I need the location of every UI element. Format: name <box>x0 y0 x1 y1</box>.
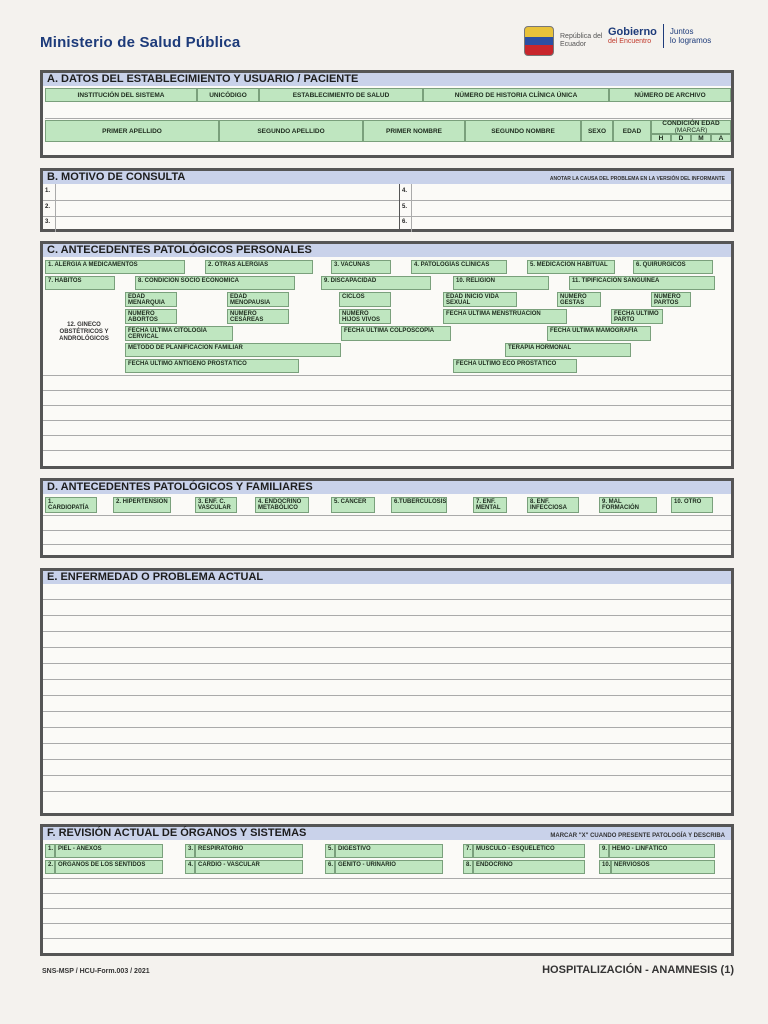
enfermedad-actual-input[interactable] <box>45 586 731 812</box>
otras-alergias-label: 2. OTRAS ALERGIAS <box>205 260 313 274</box>
edad-menarquia-label: EDAD MENARQUIA <box>125 292 177 307</box>
tipificacion-sanguinea-label: 11. TIPIFICACIÓN SANGUÍNEA <box>569 276 715 290</box>
edad-menopausia-label: EDAD MENOPAUSIA <box>227 292 289 307</box>
quirurgicos-label: 6. QUIRÚRGICOS <box>633 260 713 274</box>
patologias-clinicas-label: 4. PATOLOGÍAS CLÍNICAS <box>411 260 507 274</box>
historia-clinica-header: NÚMERO DE HISTORIA CLÍNICA ÚNICA <box>423 88 609 102</box>
section-f <box>40 824 734 956</box>
digestivo-label: DIGESTIVO <box>335 844 443 858</box>
motivo-input-right[interactable] <box>413 185 731 231</box>
endocrino-num: 8. <box>463 860 473 874</box>
republica-logo <box>524 26 604 56</box>
hemo-num: 9. <box>599 844 609 858</box>
antecedentes-familiares-input[interactable] <box>45 516 731 554</box>
section-f-title <box>43 827 731 840</box>
fecha-ultimo-eco-label: FECHA ÚLTIMO ECO PROSTÁTICO <box>453 359 577 373</box>
numero-partos-label: NÚMERO PARTOS <box>651 292 691 307</box>
section-c-title: C. ANTECEDENTES PATOLÓGICOS PERSONALES <box>43 244 731 257</box>
section-f-title-text: F. REVISIÓN ACTUAL DE ÓRGANOS Y SISTEMAS <box>47 827 307 839</box>
genito-label: GENITO - URINARIO <box>335 860 443 874</box>
sexo-header: SEXO <box>581 120 613 142</box>
tuberculosis-label: 6.TUBERCULOSIS <box>391 497 447 513</box>
gobierno-logo <box>608 24 711 48</box>
numero-hijos-vivos-label: NÚMERO HIJOS VIVOS <box>339 309 391 324</box>
condicion-socioeconomica-label: 8. CONDICIÓN SOCIO ECONÓMICA <box>135 276 295 290</box>
fecha-ultimo-parto-label: FECHA ÚLTIMO PARTO <box>611 309 663 324</box>
segundo-apellido-header: SEGUNDO APELLIDO <box>219 120 363 142</box>
hemo-label: HEMO - LINFÁTICO <box>609 844 715 858</box>
condicion-edad-header <box>651 120 731 134</box>
edad-inicio-vida-sexual-label: EDAD INICIO VIDA SEXUAL <box>443 292 517 307</box>
endocrino-metabolico-label: 4. ENDÓCRINO METABÓLICO <box>255 497 309 513</box>
edad-header: EDAD <box>613 120 651 142</box>
section-c <box>40 241 734 469</box>
establecimiento-header: ESTABLECIMIENTO DE SALUD <box>259 88 423 102</box>
hipertension-label: 2. HIPERTENSIÓN <box>113 497 171 513</box>
sentidos-num: 2. <box>45 860 55 874</box>
cancer-label: 5. CÁNCER <box>331 497 375 513</box>
motivo-4-label: 4. <box>402 188 408 194</box>
form-code: SNS-MSP / HCU-Form.003 / 2021 <box>42 968 150 975</box>
section-a-title: A. DATOS DEL ESTABLECIMIENTO Y USUARIO / PACIENTE <box>43 73 731 86</box>
cardio-label: CARDIO - VASCULAR <box>195 860 303 874</box>
ministry-title: Ministerio de Salud Pública <box>40 34 241 51</box>
motivo-2-label: 2. <box>45 204 51 210</box>
motivo-input-left[interactable] <box>57 185 397 231</box>
archivo-header: NÚMERO DE ARCHIVO <box>609 88 731 102</box>
marcar-label: (MARCAR) <box>674 127 708 134</box>
logo-divider <box>663 24 664 48</box>
row1-input[interactable] <box>45 102 731 119</box>
religion-label: 10. RELIGIÓN <box>453 276 549 290</box>
primer-apellido-header: PRIMER APELLIDO <box>45 120 219 142</box>
fecha-ultimo-antigeno-label: FECHA ÚLTIMO ANTÍGENO PROSTÁTICO <box>125 359 299 373</box>
vacunas-label: 3. VACUNAS <box>331 260 391 274</box>
motivo-5-label: 5. <box>402 204 408 210</box>
cardiopatia-label: 1. CARDIOPATÍA <box>45 497 97 513</box>
numero-abortos-label: NÚMERO ABORTOS <box>125 309 177 324</box>
section-a <box>40 70 734 158</box>
medicacion-habitual-label: 5. MEDICACIÓN HABITUAL <box>527 260 615 274</box>
institucion-header: INSTITUCIÓN DEL SISTEMA <box>45 88 197 102</box>
ecuador-seal-icon <box>524 26 554 56</box>
revision-sistemas-input[interactable] <box>45 879 731 953</box>
section-b-title <box>43 171 731 184</box>
form-title: HOSPITALIZACIÓN - ANAMNESIS (1) <box>542 964 734 976</box>
nervioso-num: 10. <box>599 860 611 874</box>
cardio-num: 4. <box>185 860 195 874</box>
slogan-line-1: Juntos <box>669 27 694 36</box>
motivo-6-label: 6. <box>402 219 408 225</box>
endocrino-label: ENDÓCRINO <box>473 860 585 874</box>
page-header <box>0 0 768 66</box>
motivo-1-label: 1. <box>45 188 51 194</box>
divider <box>411 184 412 232</box>
section-b <box>40 168 734 232</box>
fecha-ultima-colposcopia-label: FECHA ÚLTIMA COLPOSCOPÍA <box>341 326 451 341</box>
divider <box>399 184 400 232</box>
enf-infecciosa-label: 8. ENF. INFECCIOSA <box>527 497 579 513</box>
piel-num: 1. <box>45 844 55 858</box>
d-header: D <box>671 134 691 142</box>
sentidos-label: ÓRGANOS DE LOS SENTIDOS <box>55 860 163 874</box>
h-header: H <box>651 134 671 142</box>
section-e <box>40 568 734 816</box>
discapacidad-label: 9. DISCAPACIDAD <box>321 276 431 290</box>
primer-nombre-header: PRIMER NOMBRE <box>363 120 465 142</box>
musculo-num: 7. <box>463 844 473 858</box>
terapia-hormonal-label: TERAPIA HORMONAL <box>505 343 631 357</box>
section-b-title-text: B. MOTIVO DE CONSULTA <box>47 171 186 183</box>
republica-text: República del Ecuador <box>560 33 603 48</box>
genito-num: 6. <box>325 860 335 874</box>
gobierno-text: Gobierno <box>608 26 657 38</box>
otro-label: 10. OTRO <box>671 497 713 513</box>
gineco-obstetricos-label: 12. GINECO OBSTÉTRICOS Y ANDROLÓGICOS <box>59 322 109 342</box>
numero-cesareas-label: NÚMERO CESÁREAS <box>227 309 289 324</box>
section-b-note: ANOTAR LA CAUSA DEL PROBLEMA EN LA VERSIÓN DEL INFORMANTE <box>549 176 725 182</box>
section-d-title: D. ANTECEDENTES PATOLÓGICOS Y FAMILIARES <box>43 481 731 494</box>
nervioso-label: NERVIOSOS <box>611 860 715 874</box>
condicion-edad-label: CONDICIÓN EDAD <box>662 120 720 127</box>
fecha-ultima-mamografia-label: FECHA ÚLTIMA MAMOGRAFÍA <box>547 326 651 341</box>
m-header: M <box>691 134 711 142</box>
motivo-3-label: 3. <box>45 219 51 225</box>
unicodigo-header: UNICÓDIGO <box>197 88 259 102</box>
section-f-note: MARCAR "X" CUANDO PRESENTE PATOLOGÍA Y DESCRIBA <box>550 833 725 839</box>
enf-mental-label: 7. ENF. MENTAL <box>473 497 507 513</box>
section-e-title: E. ENFERMEDAD O PROBLEMA ACTUAL <box>43 571 731 584</box>
musculo-label: MÚSCULO - ESQUELÉTICO <box>473 844 585 858</box>
respiratorio-num: 3. <box>185 844 195 858</box>
digestivo-num: 5. <box>325 844 335 858</box>
piel-label: PIEL - ANEXOS <box>55 844 163 858</box>
ciclos-label: CICLOS <box>339 292 391 307</box>
alergia-medicamentos-label: 1. ALERGIA A MEDICAMENTOS <box>45 260 185 274</box>
metodo-planificacion-label: MÉTODO DE PLANIFICACIÓN FAMILIAR <box>125 343 341 357</box>
numero-gestas-label: NÚMERO GESTAS <box>557 292 601 307</box>
fecha-ultima-citologia-label: FECHA ÚLTIMA CITOLOGÍA CERVICAL <box>125 326 233 341</box>
row2-input[interactable] <box>45 142 731 155</box>
a-header: A <box>711 134 731 142</box>
fecha-ultima-menstruacion-label: FECHA ÚLTIMA MENSTRUACIÓN <box>443 309 567 324</box>
enf-vascular-label: 3. ENF. C. VASCULAR <box>195 497 237 513</box>
habitos-label: 7. HÁBITOS <box>45 276 115 290</box>
segundo-nombre-header: SEGUNDO NOMBRE <box>465 120 581 142</box>
respiratorio-label: RESPIRATORIO <box>195 844 303 858</box>
mal-formacion-label: 9. MAL FORMACIÓN <box>599 497 657 513</box>
divider <box>55 184 56 232</box>
section-d <box>40 478 734 558</box>
antecedentes-personales-input[interactable] <box>45 376 731 464</box>
slogan-line-2: lo logramos <box>669 36 712 45</box>
encuentro-text: del Encuentro <box>608 38 652 45</box>
